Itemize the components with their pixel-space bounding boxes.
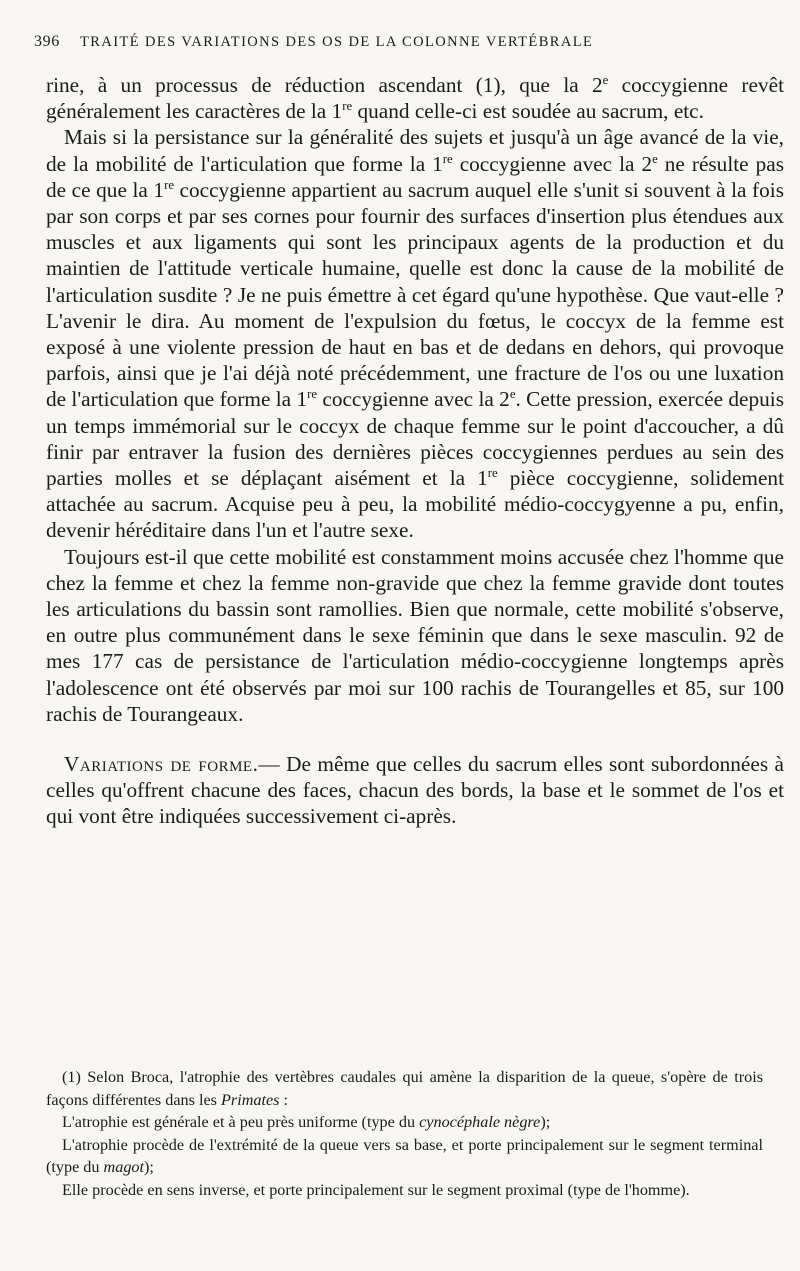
p2-sup-l: re [487, 465, 498, 480]
p2-text-a: Mais si la persistance sur la généralité des sujets et jusqu'à un âge avancé de la vie, de la mobilité de l'articulation que forme la 1 [46, 125, 784, 176]
fn2-text-c: ); [540, 1113, 551, 1132]
p1-text-e: quand celle-ci est soudée au sacrum, etc. [352, 99, 704, 124]
p2-sup-b: re [442, 151, 453, 166]
p2-sup-h: re [307, 387, 318, 402]
p2-text-e: ne résulte pas de ce que la 1 [46, 151, 784, 202]
fn1-italic: Primates [221, 1090, 280, 1109]
p2-text-i: coccygienne avec la 2 [317, 387, 510, 412]
page-number: 396 [34, 33, 60, 50]
p2-text-g: coccygienne appartient au sacrum auquel elle s'unit si souvent à la fois par son corps et par ses cornes pour fournir des surfaces d'insertion plus étendues aux muscles et aux ligaments qui sont les principaux agents de la production et du maintien de l'attitude verticale humaine, quelle est donc la cause de la mobilité de l'articulation susdite ? Je ne puis émettre à cet égard qu'une hypothèse. Que vaut-elle ? L'avenir le dira. Au moment de l'expulsion du fœtus, le coccyx de la femme est exposé à une violente pression de haut en bas et de dedans en dehors, qui provoque parfois, ainsi que je l'ai déjà noté précédemment, une fracture de l'os ou une luxation de l'articulation que forme la 1 [46, 177, 784, 412]
fn3-text-a: L'atrophie procède de l'extrémité de la queue vers sa base, et porte principalement sur le segment terminal (type du [46, 1135, 763, 1177]
p1-text-c: coccygienne revêt généralement les caractères de la 1 [46, 73, 784, 124]
fn3-italic: magot [103, 1158, 145, 1177]
p1-sup-d: re [342, 99, 353, 114]
fn2-text-a: L'atrophie est générale et à peu près uniforme (type du [62, 1113, 420, 1132]
fn1-text-c: : [279, 1090, 289, 1109]
paragraph-1 [46, 72, 784, 124]
paragraph-2 [46, 124, 784, 543]
p1-text-a: rine, à un processus de réduction ascendant (1), que la 2 [46, 73, 603, 97]
footnote-3 [46, 1134, 763, 1179]
fn1-text-a: (1) Selon Broca, l'atrophie des vertèbres caudales qui amène la disparition de la queue, s'opère de trois façons différentes dans les [46, 1068, 763, 1109]
section-gap [46, 727, 784, 751]
paragraph-3: Toujours est-il que cette mobilité est constamment moins accusée chez l'homme que chez la femme et chez la femme non-gravide que chez la femme gravide dont toutes les articulations du bassin sont ramollies. Bien que normale, cette mobilité s'observe, en outre plus communément dans le sexe féminin que dans le sexe masculin. 92 de mes 177 cas de persistance de l'articulation médio-coccygienne longtemps après l'adolescence ont été observés par moi sur 100 rachis de Tourangelles et 85, sur 100 rachis de Tourangeaux. [46, 544, 784, 726]
paragraph-4 [46, 751, 784, 830]
section-heading: Variations de forme. [64, 752, 259, 777]
p2-text-m: pièce coccygienne, solidement attachée au sacrum. Acquise peu à peu, la mobilité médio-coccygyenne a pu, enfin, devenir héréditaire dans l'un et l'autre sexe. [46, 466, 784, 543]
page-header [34, 33, 766, 51]
p1-sup-b: e [602, 72, 609, 87]
footnote-1 [46, 1066, 763, 1111]
footnotes [46, 1066, 763, 1202]
footnote-2 [46, 1111, 763, 1134]
fn3-text-c: ); [144, 1158, 154, 1177]
footnote-4: Elle procède en sens inverse, et porte principalement sur le segment proximal (type de l'homme). [62, 1180, 690, 1199]
p2-text-k: . Cette pression, exercée depuis un temps immémorial sur le coccyx de chaque femme sur le point d'accoucher, a dû finir par entraver la fusion des dernières pièces coccygiennes perdues au sein des parties molles et se déplaçant aisément et la 1 [46, 387, 785, 491]
fn2-italic: cynocéphale nègre [419, 1113, 541, 1132]
p2-sup-f: re [164, 177, 174, 192]
p2-text-c: coccygienne avec la 2 [452, 151, 653, 176]
main-text [46, 72, 784, 830]
running-title: TRAITÉ DES VARIATIONS DES OS DE LA COLONNE VERTÉBRALE [80, 34, 594, 50]
p4-text: — De même que celles du sacrum elles sont subordonnées à celles qu'offrent chacune des faces, chacun des bords, la base et le sommet de l'os et qui vont être indiquées successivement ci-après. [46, 752, 784, 829]
p2-sup-d: e [652, 151, 658, 166]
p2-sup-j: e [509, 387, 516, 402]
